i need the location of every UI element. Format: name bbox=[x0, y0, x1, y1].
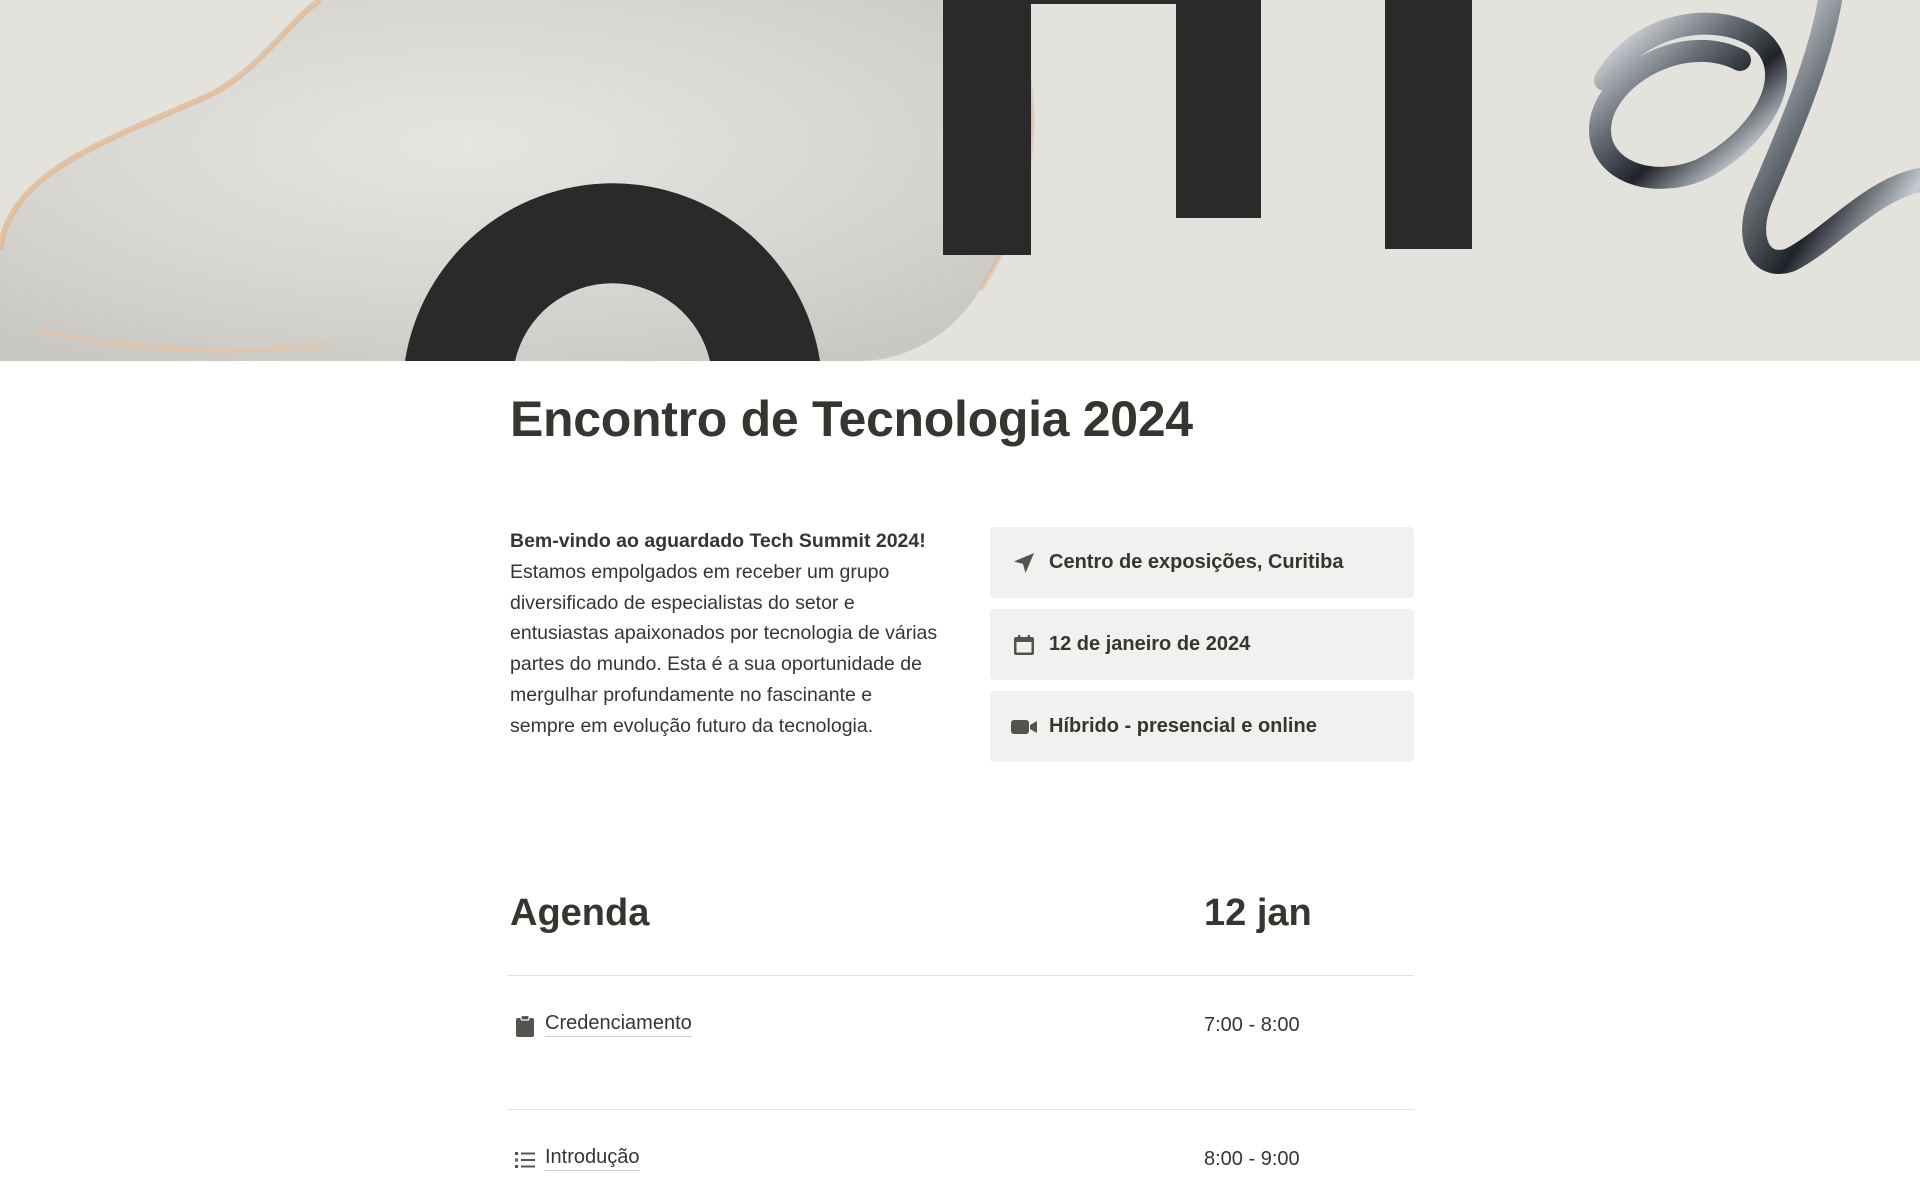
info-card-format-label: Híbrido - presencial e online bbox=[1049, 715, 1317, 737]
agenda-divider bbox=[507, 1109, 1414, 1110]
agenda-item-time: 8:00 - 9:00 bbox=[1204, 1148, 1300, 1170]
agenda-date: 12 jan bbox=[1204, 892, 1312, 934]
cover-artwork bbox=[0, 0, 1920, 361]
location-arrow-icon bbox=[1010, 549, 1038, 577]
agenda-item-label[interactable]: Introdução bbox=[545, 1146, 640, 1171]
intro-bold: Bem-vindo ao aguardado Tech Summit 2024! bbox=[510, 530, 926, 552]
agenda-title: Agenda bbox=[510, 892, 650, 934]
clipboard-icon bbox=[513, 1014, 537, 1038]
intro-text: Estamos empolgados em receber um grupo diversificado de especialistas do setor e entusiastas apaixonados por tecnologia de várias partes do mundo. Esta é a sua oportunidade de mergulhar profundamente no fascinante e sempre em evolução futuro da tecnologia. bbox=[510, 560, 938, 737]
agenda-divider bbox=[507, 975, 1414, 976]
page-title: Encontro de Tecnologia 2024 bbox=[510, 391, 1193, 447]
agenda-header bbox=[510, 891, 1414, 937]
event-info-list bbox=[990, 527, 1414, 773]
cover-image bbox=[0, 0, 1920, 361]
agenda-item-credenciamento bbox=[510, 1008, 1414, 1048]
info-card-location-label: Centro de exposições, Curitiba bbox=[1049, 551, 1344, 573]
calendar-icon bbox=[1010, 631, 1038, 659]
info-card-format[interactable] bbox=[990, 691, 1414, 762]
info-card-date[interactable] bbox=[990, 609, 1414, 680]
agenda-item-introducao bbox=[510, 1142, 1414, 1182]
agenda-item-label[interactable]: Credenciamento bbox=[545, 1012, 692, 1037]
agenda-item-time: 7:00 - 8:00 bbox=[1204, 1014, 1300, 1036]
video-camera-icon bbox=[1010, 713, 1038, 741]
list-icon bbox=[513, 1148, 537, 1172]
info-card-location[interactable] bbox=[990, 527, 1414, 598]
intro-paragraph bbox=[510, 526, 940, 742]
info-card-date-label: 12 de janeiro de 2024 bbox=[1049, 633, 1251, 655]
